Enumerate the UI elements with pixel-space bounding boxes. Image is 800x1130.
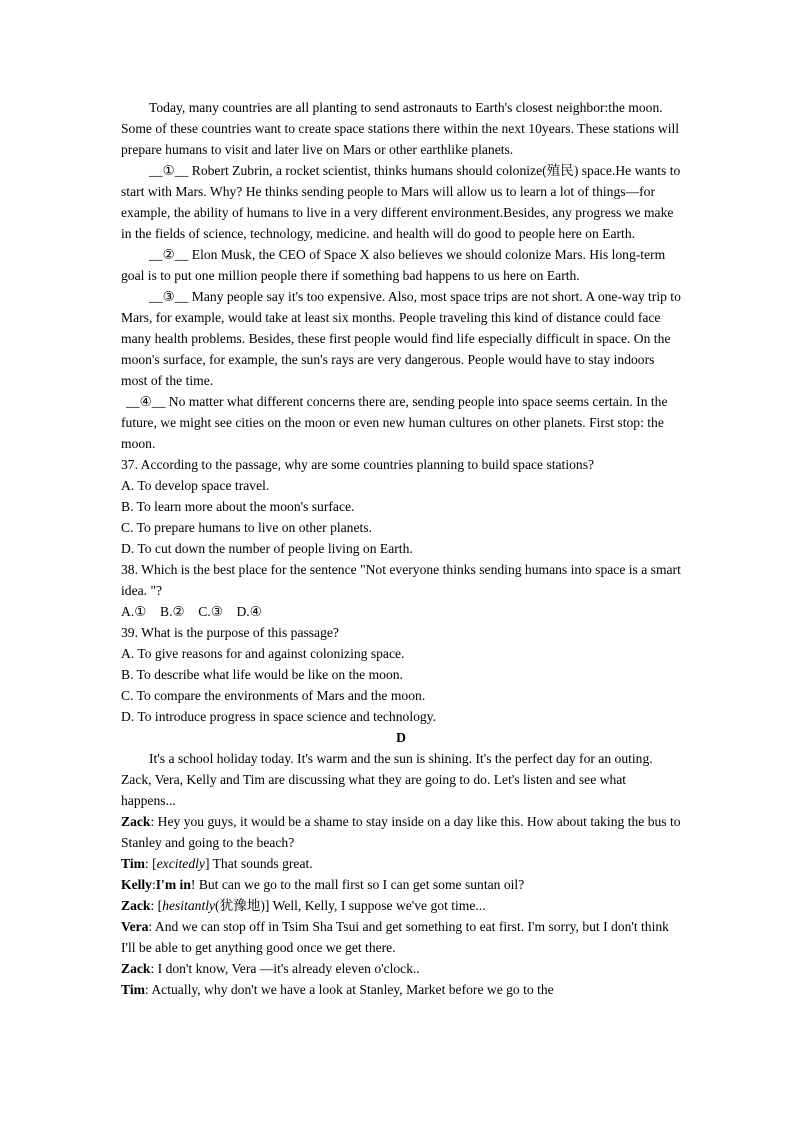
speaker-name: Tim xyxy=(121,982,145,997)
question-39-option-c: C. To compare the environments of Mars and the moon. xyxy=(121,688,426,703)
dialogue-text: That sounds great. xyxy=(212,856,313,871)
stage-bracket-close: ] xyxy=(204,856,213,871)
question-38-stem: 38. Which is the best place for the sentence "Not everyone thinks sending humans into space is a smart idea. "? xyxy=(121,562,681,598)
document-page xyxy=(121,97,681,1000)
passage-c-paragraph-1: Today, many countries are all planting to send astronauts to Earth's closest neighbor:the moon. Some of these countries want to create space stations there within the next 10years. These stations will prepare humans to visit and later live on Mars or other earthlike planets. xyxy=(121,100,680,157)
stage-bracket-close: ] xyxy=(264,898,273,913)
question-37-stem: 37. According to the passage, why are some countries planning to build space stations? xyxy=(121,457,595,472)
speaker-name: Zack xyxy=(121,961,151,976)
question-39-option-a: A. To give reasons for and against colonizing space. xyxy=(121,646,405,661)
dialogue-line xyxy=(121,979,681,1000)
dialogue-line xyxy=(121,853,681,874)
speaker-name: Zack xyxy=(121,814,151,829)
dialogue-line xyxy=(121,916,681,958)
dialogue-line xyxy=(121,895,681,916)
passage-c-paragraph-2: __①__ Robert Zubrin, a rocket scientist, thinks humans should colonize(殖民) space.He wants to start with Mars. Why? He thinks sending people to Mars will allow us to learn a lot of things—for example, the ability of humans to live in a very different environment.Besides, any progress we make in the fields of science, technology, medicine. and health will do good to people here on Earth. xyxy=(121,163,681,241)
emphasized-text: I'm in xyxy=(155,877,191,892)
speaker-separator: : xyxy=(148,919,155,934)
speaker-name: Tim xyxy=(121,856,145,871)
dialogue-text: I don't know, Vera —it's already eleven o'clock.. xyxy=(157,961,420,976)
stage-direction: excitedly xyxy=(156,856,205,871)
question-37-option-b: B. To learn more about the moon's surface. xyxy=(121,499,355,514)
question-39-option-d: D. To introduce progress in space science and technology. xyxy=(121,709,437,724)
stage-direction-gloss: (犹豫地) xyxy=(215,898,265,913)
dialogue-text: Well, Kelly, I suppose we've got time... xyxy=(272,898,486,913)
stage-direction: hesitantly xyxy=(162,898,216,913)
speaker-separator: : xyxy=(150,814,158,829)
passage-d-heading: D xyxy=(396,730,406,745)
stage-bracket-open: [ xyxy=(152,856,157,871)
question-39-stem: 39. What is the purpose of this passage? xyxy=(121,625,339,640)
speaker-separator: : xyxy=(150,898,158,913)
question-38-options: A.① B.② C.③ D.④ xyxy=(121,604,262,619)
speaker-separator: : xyxy=(144,856,153,871)
stage-bracket-open: [ xyxy=(157,898,163,913)
question-37-option-a: A. To develop space travel. xyxy=(121,478,270,493)
passage-c-paragraph-5: __④__ No matter what different concerns there are, sending people into space seems certain. In the future, we might see cities on the moon or even new human cultures on other planets. First stop: the moon. xyxy=(121,394,668,451)
speaker-separator: : xyxy=(150,961,158,976)
dialogue-text: Actually, why don't we have a look at Stanley, Market before we go to the xyxy=(151,982,554,997)
question-37-option-c: C. To prepare humans to live on other planets. xyxy=(121,520,372,535)
passage-c-paragraph-4: __③__ Many people say it's too expensive. Also, most space trips are not short. A one-way trip to Mars, for example, would take at least six months. People traveling this kind of distance could face many health problems. Besides, these first people would find life especially difficult in space. On the moon's surface, for example, the sun's rays are very dangerous. People would have to stay indoors most of the time. xyxy=(121,289,681,388)
speaker-name: Kelly xyxy=(121,877,152,892)
speaker-separator: : xyxy=(151,877,156,892)
dialogue-line xyxy=(121,811,681,853)
speaker-separator: : xyxy=(144,982,152,997)
dialogue-text: ! But can we go to the mall first so I can get some suntan oil? xyxy=(190,877,525,892)
question-37-option-d: D. To cut down the number of people living on Earth. xyxy=(121,541,413,556)
dialogue-line xyxy=(121,874,681,895)
passage-c-paragraph-3: __②__ Elon Musk, the CEO of Space X also believes we should colonize Mars. His long-term goal is to put one million people there if something bad happens to us here on Earth. xyxy=(121,247,666,283)
speaker-name: Vera xyxy=(121,919,149,934)
dialogue-text: Hey you guys, it would be a shame to stay inside on a day like this. How about taking the bus to Stanley and going to the beach? xyxy=(121,814,681,850)
speaker-name: Zack xyxy=(121,898,151,913)
passage-d-intro: It's a school holiday today. It's warm and the sun is shining. It's the perfect day for an outing. Zack, Vera, Kelly and Tim are discussing what they are going to do. Let's listen and see what happens... xyxy=(121,751,653,808)
dialogue-line xyxy=(121,958,681,979)
question-39-option-b: B. To describe what life would be like on the moon. xyxy=(121,667,403,682)
dialogue-text: And we can stop off in Tsim Sha Tsui and get something to eat first. I'm sorry, but I don't think I'll be able to get anything good once we get there. xyxy=(121,919,669,955)
